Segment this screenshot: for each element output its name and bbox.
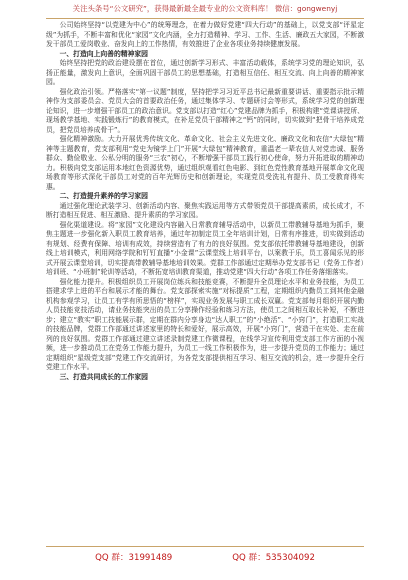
footer-qq-group-2: QQ 群：535304092: [232, 553, 315, 563]
section-heading: 二、打造提升素养的学习家园: [59, 192, 148, 200]
page-header: 关注头条号“公文研究”，获得最新最全最专业的公文资料库！ 微信：gongwenyj: [72, 4, 338, 13]
header-divider: [46, 18, 364, 19]
section-heading: 一、打造向上向善的精神家园: [59, 49, 148, 58]
body-paragraph: 通过强化理论武装学习、创新活动内容、聚焦实践运用等方式带领党员干部提高素质，成长成才，不断打造相互促进、相互激励、提升素质的学习家园。: [46, 201, 364, 219]
body-paragraph: 强化政治引领。严格落实“第一议题”制度，坚持把学习习近平总书记最新重要讲话、重要指示批示精神作为支部委员会、党员大会的首要政治任务，通过集体学习、专题研讨会等形式，系统学习党的创新理论知识，进一步增强干部员工的政治意识。党支部以打造“红心”党建品牌为抓手，积极构建“党课讲授所、现场教学基地、实践锻炼行”的教育模式，在补足党员干部精神之“钙”的同时，切实做到“把骨干培养成党员，把党员培养成骨干”。: [46, 87, 364, 134]
body-paragraph: 公司始终坚持“以党建为中心”的统筹理念，在着力做好党建“四大行动”的基础上，以党支部“评星定级”为抓手，不断丰富和优化“家园”文化内涵，全力打造精神、学习、工作、生活、廉政五大家园，不断激发干部员工爱岗敬业、奋发向上的工作热情，有效推进了企业各项业务持续健康发展。: [46, 21, 364, 48]
section-heading: 三、打造共同成长的工作家园: [59, 372, 148, 381]
footer-divider: [46, 546, 364, 547]
document-body: [46, 21, 364, 543]
footer-qq-group-1: QQ 群：31991489: [95, 553, 173, 563]
page-footer: [46, 551, 364, 565]
body-paragraph: 强化能力提升。积极组织员工开展岗位练兵和技能竞赛，不断提升全员理论水平和业务技能，为员工搭建求学上进的平台和展示才能的舞台。党支部探索实施“对标提质”工程，定期组织内勤员工到其他金融机构参观学习，让员工有学有所思悟的“榜样”，实现业务发展与职工成长双赢。党支部每月组织开展内勤人员技能竞技活动，请业务技能突出的员工分享操作经验和练习方法，使员工之间相互取长补短，不断进步；建立“教实”职工技能展示群，定期在群内分享身边“达人职工”的“小绝活”、“小窍门”，打造职工实战的技能品牌，党群工作部通过讲述家里的特长和爱好，展示高效，开展“小窍门”，营造干在实处、走在前列的良好氛围。党群工作部通过建立讲述录制党建工作微课程，在线学习宣传利用党支部工作方面的小视频，进一步推动员工在党务工作能力提升，为员工一线工作积极作为，进一步提升党员的工作能力；通过定期组织“星级党支部”党建工作交流研讨，为各党支部提供相互学习、相互交流的机会，进一步提升全行党建工作水平。: [46, 277, 364, 371]
body-paragraph: 强化渠道建设。将“家园”文化建设内容融入日常教育辅导活动中，以新员工带教辅导基地为抓手，聚焦主题进一步强化新入职员工教育培养，通过年初制定员工全年培训计划，日常有序推进，切实做到活动有规划、经费有保障、培训有成效，持续营造有了有力的良好氛围。党支部依托带教辅导基地建设，创新线上培训模式，利用网络学院和钉钉直播“小金课”云课堂线上培训平台，以案教于乐，员工喜闻乐见的形式开展云课堂培训，切实提高带教辅导基地培训效果。党群工作部通过定期举办党支部书记（党务工作者）培训班、“小班制”轮训等活动，不断拓宽培训教育渠道，推动党建“四大行动”各项工作任务落细落实。: [46, 220, 364, 276]
body-paragraph: 始终坚持把党的政治建设摆在首位，通过创新学习形式、丰富活动载体，系统学习党的理论知识，弘扬正能量，激发向上意识，全面巩固干部员工的思想基础，打造相互信任、相互交流、向上向善的精神家园。: [46, 59, 364, 86]
body-paragraph: 强化精神激励。大力开展优秀传统文化、革命文化、社会主义先进文化、廉政文化和农信“大绿包”精神等主题教育，党支部利用“党史为镜学上门”开展“大绿包”精神教育，重温老一辈农信人对党忠诚、服务群众、勤俭敬业、公私分明的服务“三农”初心，不断增强干部员工践行初心使命，努力开拓进取的精神动力。积极向党支部运用本地红色资源优势，通过组织观看红色电影、到红色党性教育基地开展革命文化现场教育等形式深化干部员工对党的百年光辉历史和创新理论，实现党员受洗礼有提升、员工受教育得实惠。: [46, 135, 364, 191]
